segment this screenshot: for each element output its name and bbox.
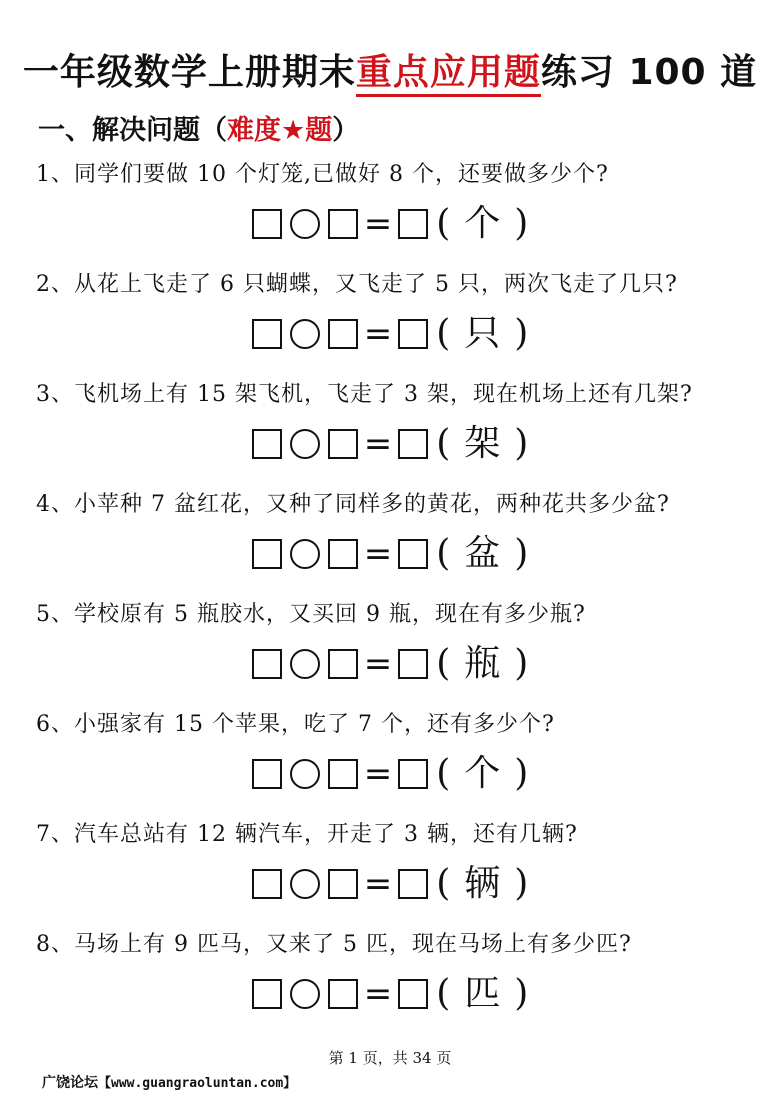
answer-equation (0, 534, 780, 574)
answer-equation (0, 204, 780, 244)
footer-source (42, 1072, 296, 1092)
equals-sign: = (363, 754, 393, 794)
answer-equation (0, 314, 780, 354)
answer-box[interactable] (328, 759, 358, 789)
answer-box[interactable] (252, 319, 282, 349)
result-box[interactable] (398, 649, 428, 679)
answer-equation (0, 424, 780, 464)
question-text: 5、学校原有 5 瓶胶水，又买回 9 瓶，现在有多少瓶? (36, 602, 586, 627)
answer-box[interactable] (252, 979, 282, 1009)
section-prefix: 一、解决问题（ (38, 115, 227, 146)
equals-sign: = (363, 864, 393, 904)
result-box[interactable] (398, 869, 428, 899)
operator-circle[interactable] (290, 759, 320, 789)
answer-box[interactable] (328, 649, 358, 679)
answer-box[interactable] (252, 759, 282, 789)
answer-box[interactable] (328, 539, 358, 569)
question-text: 2、从花上飞走了 6 只蝴蝶，又飞走了 5 只，两次飞走了几只? (36, 272, 678, 297)
open-paren: ( (436, 973, 451, 1014)
close-paren: ) (514, 753, 529, 794)
answer-box[interactable] (328, 429, 358, 459)
open-paren: ( (436, 753, 451, 794)
open-paren: ( (436, 423, 451, 464)
answer-equation (0, 864, 780, 904)
answer-box[interactable] (328, 979, 358, 1009)
footer-name: 广饶论坛 (42, 1075, 98, 1091)
result-box[interactable] (398, 319, 428, 349)
result-box[interactable] (398, 759, 428, 789)
open-paren: ( (436, 203, 451, 244)
title-prefix: 一年级数学上册期末 (22, 52, 356, 93)
unit-label: 盆 (464, 533, 501, 574)
unit-label: 辆 (464, 863, 501, 904)
answer-box[interactable] (252, 539, 282, 569)
question-text: 8、马场上有 9 匹马，又来了 5 匹，现在马场上有多少匹? (36, 932, 632, 957)
open-paren: ( (436, 643, 451, 684)
title-suffix: 练习 100 道 (540, 52, 758, 93)
unit-label: 个 (464, 753, 501, 794)
operator-circle[interactable] (290, 539, 320, 569)
unit-label: 个 (464, 203, 501, 244)
equals-sign: = (363, 974, 393, 1014)
question-text: 7、汽车总站有 12 辆汽车，开走了 3 辆，还有几辆? (36, 822, 578, 847)
close-paren: ) (514, 423, 529, 464)
result-box[interactable] (398, 429, 428, 459)
footer-url[interactable]: 【www.guangraoluntan.com】 (98, 1076, 297, 1091)
answer-box[interactable] (252, 649, 282, 679)
equals-sign: = (363, 424, 393, 464)
section-heading (38, 108, 359, 147)
equals-sign: = (363, 204, 393, 244)
question-text: 1、同学们要做 10 个灯笼,已做好 8 个，还要做多少个? (36, 162, 609, 187)
open-paren: ( (436, 313, 451, 354)
result-box[interactable] (398, 539, 428, 569)
operator-circle[interactable] (290, 979, 320, 1009)
close-paren: ) (514, 203, 529, 244)
operator-circle[interactable] (290, 429, 320, 459)
page-title (0, 44, 780, 95)
equals-sign: = (363, 314, 393, 354)
answer-equation (0, 644, 780, 684)
close-paren: ) (514, 863, 529, 904)
page-number: 第 1 页，共 34 页 (328, 1049, 452, 1067)
operator-circle[interactable] (290, 209, 320, 239)
result-box[interactable] (398, 209, 428, 239)
answer-box[interactable] (328, 319, 358, 349)
answer-box[interactable] (328, 209, 358, 239)
open-paren: ( (436, 863, 451, 904)
unit-label: 架 (464, 423, 501, 464)
operator-circle[interactable] (290, 319, 320, 349)
operator-circle[interactable] (290, 869, 320, 899)
operator-circle[interactable] (290, 649, 320, 679)
answer-box[interactable] (328, 869, 358, 899)
section-suffix: ） (332, 115, 360, 146)
answer-box[interactable] (252, 209, 282, 239)
answer-equation (0, 974, 780, 1014)
open-paren: ( (436, 533, 451, 574)
answer-equation (0, 754, 780, 794)
question-text: 4、小苹种 7 盆红花，又种了同样多的黄花，两种花共多少盆? (36, 492, 670, 517)
answer-box[interactable] (252, 429, 282, 459)
close-paren: ) (514, 973, 529, 1014)
equals-sign: = (363, 534, 393, 574)
equals-sign: = (363, 644, 393, 684)
unit-label: 只 (464, 313, 501, 354)
unit-label: 瓶 (464, 643, 501, 684)
answer-box[interactable] (252, 869, 282, 899)
question-text: 6、小强家有 15 个苹果，吃了 7 个，还有多少个? (36, 712, 555, 737)
unit-label: 匹 (464, 973, 501, 1014)
question-text: 3、飞机场上有 15 架飞机，飞走了 3 架，现在机场上还有几架? (36, 382, 693, 407)
title-highlight: 重点应用题 (356, 52, 541, 97)
close-paren: ) (514, 533, 529, 574)
difficulty-label: 难度★题 (227, 115, 333, 146)
close-paren: ) (514, 313, 529, 354)
close-paren: ) (514, 643, 529, 684)
result-box[interactable] (398, 979, 428, 1009)
